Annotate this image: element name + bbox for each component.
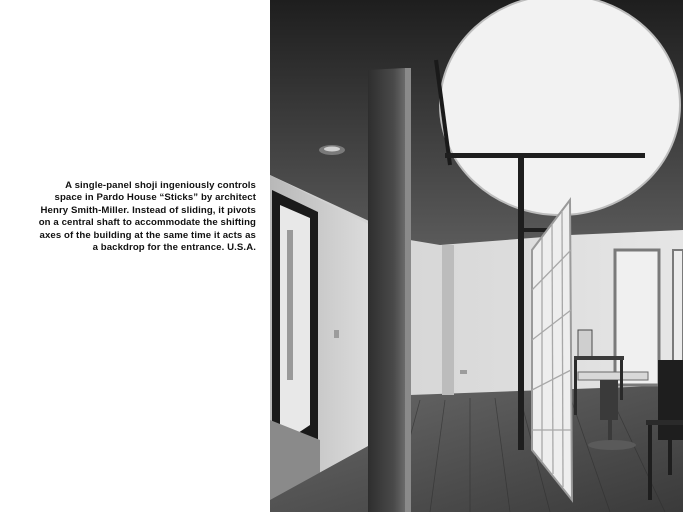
caption-line: on a central shaft to accommodate the shifting	[38, 217, 256, 229]
pivot-shaft	[518, 153, 524, 450]
wall-switch	[334, 330, 339, 338]
column-edge	[405, 68, 411, 512]
back-pillar	[442, 245, 454, 395]
entrance-door-glass	[280, 205, 310, 445]
ceiling-light-lens	[324, 147, 340, 152]
caption-line: a backdrop for the entrance. U.S.A.	[92, 242, 256, 254]
caption-line: axes of the building at the same time it acts as	[39, 229, 256, 241]
table-top	[578, 372, 648, 380]
photo-caption	[4, 180, 256, 254]
foreground-column	[368, 68, 405, 512]
caption-line: Henry Smith-Miller. Instead of sliding, it pivots	[40, 204, 256, 216]
wall-outlet	[460, 370, 467, 374]
table-base	[588, 440, 636, 450]
caption-line: A single-panel shoji ingeniously controls	[65, 180, 256, 191]
outdoor-tree-trunk	[287, 230, 293, 380]
pivot-arm	[445, 153, 645, 158]
table-pedestal	[600, 380, 618, 420]
shaft-bracket	[524, 228, 548, 232]
caption-line: space in Pardo House “Sticks” by architect	[54, 192, 256, 204]
interior-photo	[270, 0, 683, 512]
